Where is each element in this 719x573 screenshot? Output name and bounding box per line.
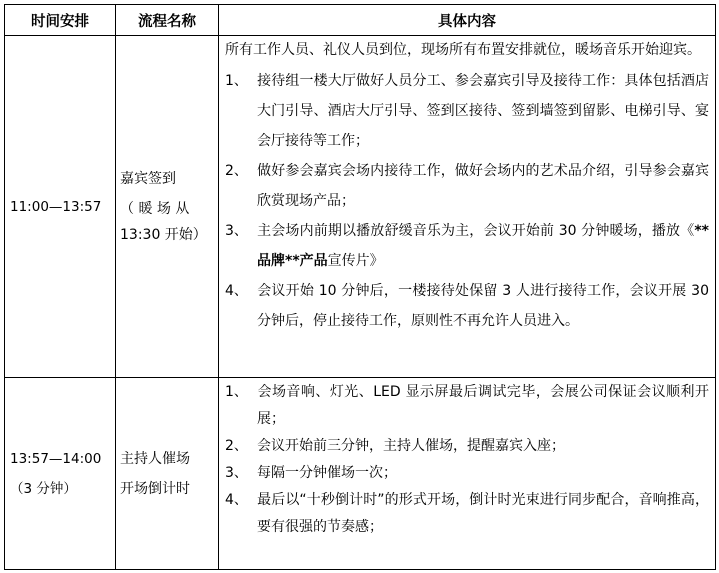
item-text: 每隔一分钟催场一次； [257,465,397,481]
row1-time: 11:00—13:57 [5,36,116,378]
table-row [5,36,716,378]
item-number: 3、 [225,465,248,481]
row2-name-line2: 开场倒计时 [120,480,190,497]
item-number: 1、 [225,384,248,400]
row2-time-line1: 13:57—14:00 [10,450,102,467]
item-text: 会场音响、灯光、LED 显示屏最后调试完毕，会展公司保证会议顺利开展； [257,384,709,427]
row2-item-1 [225,379,709,433]
item-number: 2、 [225,438,248,454]
row1-detail [219,36,716,378]
row1-item-4 [225,276,709,336]
row1-item-3 [225,216,709,276]
row2-detail [219,378,716,570]
row2-item-2 [225,433,709,460]
row2-item-3 [225,460,709,487]
item-text: 会议开始前三分钟，主持人催场，提醒嘉宾入座； [257,438,565,454]
row1-name-line1: 嘉宾签到 [120,170,176,187]
table-header-row [5,5,716,36]
item-text: 接待组一楼大厅做好人员分工、参会嘉宾引导及接待工作：具体包括酒店大门引导、酒店大厅引导、签到区接待、签到墙签到留影、电梯引导、宴会厅接待等工作； [257,73,709,149]
row1-name-line2: （ 暖 场 从 [120,200,190,217]
row1-item-1 [225,66,709,156]
row2-time-line2: （3 分钟） [10,480,77,497]
item-number: 4、 [225,492,248,508]
row2-item-4 [225,487,709,541]
row1-name [116,36,219,378]
row1-name-line3: 13:30 开始） [120,226,207,243]
schedule-table [4,4,716,570]
item-text: 会议开始 10 分钟后，一楼接待处保留 3 人进行接待工作，会议开展 30 分钟后，停止接待工作，原则性不再允许人员进入。 [257,283,709,329]
item-number: 2、 [225,163,248,179]
item-number: 3、 [225,223,248,239]
header-content: 具体内容 [219,5,716,36]
row1-intro: 所有工作人员、礼仪人员到位，现场所有布置安排就位，暖场音乐开始迎宾。 [225,42,701,58]
item-text-post: 宣传片》 [327,253,384,269]
row2-name [116,378,219,570]
item-number: 1、 [225,73,248,89]
row2-name-line1: 主持人催场 [120,450,190,467]
item-text-film-name: **品牌**产品 [257,223,709,269]
item-text: 最后以“十秒倒计时”的形式开场，倒计时光束进行同步配合，音响推高，要有很强的节奏感； [257,492,709,535]
item-text-pre: 主会场内前期以播放舒缓音乐为主，会议开始前 30 分钟暖场，播放《 [257,223,695,239]
row2-time [5,378,116,570]
item-number: 4、 [225,283,248,299]
table-row [5,378,716,570]
row1-item-2 [225,156,709,216]
header-process: 流程名称 [116,5,219,36]
item-text: 做好参会嘉宾会场内接待工作，做好会场内的艺术品介绍，引导参会嘉宾欣赏现场产品； [257,163,709,209]
header-time: 时间安排 [5,5,116,36]
